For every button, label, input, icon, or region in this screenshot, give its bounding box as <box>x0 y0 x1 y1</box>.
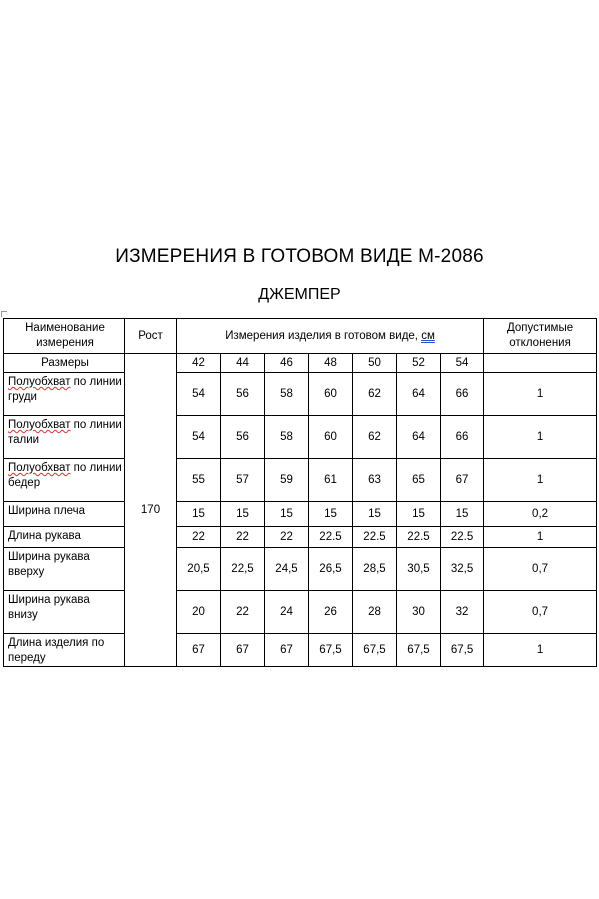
measurement-row <box>4 527 597 548</box>
measurement-value: 60 <box>309 373 353 416</box>
measurement-value: 67 <box>265 634 309 667</box>
measurement-value: 20,5 <box>177 548 221 591</box>
measurement-value: 15 <box>265 502 309 527</box>
tolerance-value: 1 <box>484 527 597 548</box>
measurement-value: 15 <box>177 502 221 527</box>
measurement-name-word: Полуобхват <box>8 462 71 474</box>
measurement-value: 58 <box>265 373 309 416</box>
measurement-value: 64 <box>397 373 441 416</box>
measurement-value: 56 <box>221 373 265 416</box>
measurement-value: 22.5 <box>309 527 353 548</box>
measurement-name-text: по линии груди <box>8 376 122 403</box>
table-body <box>4 319 597 667</box>
measurement-name-text: по линии талии <box>8 419 122 446</box>
measurement-name <box>4 502 125 527</box>
tolerance-value: 0,7 <box>484 591 597 634</box>
measurement-value: 22.5 <box>397 527 441 548</box>
measurement-value: 24,5 <box>265 548 309 591</box>
header-row <box>4 319 597 354</box>
measurement-value: 54 <box>177 373 221 416</box>
measurement-value: 32,5 <box>441 548 484 591</box>
size-cell: 42 <box>177 354 221 373</box>
measurement-value: 55 <box>177 459 221 502</box>
measurement-value: 28 <box>353 591 397 634</box>
measurement-value: 22.5 <box>441 527 484 548</box>
document-title: ИЗМЕРЕНИЯ В ГОТОВОМ ВИДЕ М-2086 <box>115 246 484 267</box>
measurement-value: 22.5 <box>353 527 397 548</box>
header-measures-unit: см <box>421 329 435 342</box>
measurement-value: 66 <box>441 373 484 416</box>
measurement-value: 15 <box>309 502 353 527</box>
measurement-name <box>4 634 125 667</box>
measurement-value: 22 <box>265 527 309 548</box>
measurement-value: 58 <box>265 416 309 459</box>
measurement-value: 54 <box>177 416 221 459</box>
measurement-row <box>4 373 597 416</box>
measurement-value: 32 <box>441 591 484 634</box>
measurement-value: 66 <box>441 416 484 459</box>
measurement-name <box>4 373 125 416</box>
header-tolerance-col: Допустимые отклонения <box>484 319 597 354</box>
measurement-name <box>4 591 125 634</box>
measurement-value: 62 <box>353 373 397 416</box>
measurement-name-text: Длина рукава <box>8 530 81 542</box>
measurement-value: 63 <box>353 459 397 502</box>
measurement-value: 56 <box>221 416 265 459</box>
measurement-value: 62 <box>353 416 397 459</box>
document-subtitle: ДЖЕМПЕР <box>258 286 341 303</box>
tolerance-value: 1 <box>484 416 597 459</box>
measurement-name-text: Ширина плеча <box>8 505 86 517</box>
measurement-name-text: Ширина рукава внизу <box>8 594 90 621</box>
table-anchor-mark <box>1 311 7 317</box>
header-measures-prefix: Измерения изделия в готовом виде, <box>225 329 422 342</box>
size-cell: 50 <box>353 354 397 373</box>
measurement-row <box>4 591 597 634</box>
size-cell: 46 <box>265 354 309 373</box>
measurement-value: 22 <box>221 591 265 634</box>
tolerance-value: 1 <box>484 373 597 416</box>
measurement-value: 22,5 <box>221 548 265 591</box>
measurement-value: 67 <box>441 459 484 502</box>
measurement-value: 67,5 <box>353 634 397 667</box>
size-cell: 52 <box>397 354 441 373</box>
measurement-value: 28,5 <box>353 548 397 591</box>
measurement-value: 15 <box>221 502 265 527</box>
measurement-row <box>4 634 597 667</box>
height-value: 170 <box>125 354 177 667</box>
measurement-value: 30,5 <box>397 548 441 591</box>
measurement-value: 15 <box>353 502 397 527</box>
header-measures-col <box>177 319 484 354</box>
measurement-value: 67,5 <box>397 634 441 667</box>
tolerance-value: 0,7 <box>484 548 597 591</box>
measurement-name-text: по линии бедер <box>8 462 122 489</box>
measurements-table <box>3 318 597 667</box>
measurement-name-text: Длина изделия по переду <box>8 637 105 664</box>
measurement-value: 60 <box>309 416 353 459</box>
measurement-name <box>4 548 125 591</box>
measurement-value: 67,5 <box>309 634 353 667</box>
sizes-row <box>4 354 597 373</box>
measurement-value: 67,5 <box>441 634 484 667</box>
tolerance-value: 1 <box>484 459 597 502</box>
measurement-name <box>4 416 125 459</box>
measurement-value: 15 <box>441 502 484 527</box>
measurement-value: 22 <box>177 527 221 548</box>
measurement-row <box>4 459 597 502</box>
measurement-row <box>4 416 597 459</box>
measurement-name-word: Полуобхват <box>8 419 71 431</box>
tolerance-value: 1 <box>484 634 597 667</box>
measurement-value: 20 <box>177 591 221 634</box>
measurement-value: 26,5 <box>309 548 353 591</box>
header-name-col: Наименование измерения <box>4 319 125 354</box>
measurement-value: 22 <box>221 527 265 548</box>
measurement-value: 15 <box>397 502 441 527</box>
measurement-name-text: Ширина рукава вверху <box>8 551 90 578</box>
measurement-value: 26 <box>309 591 353 634</box>
size-cell: 54 <box>441 354 484 373</box>
measurement-value: 67 <box>177 634 221 667</box>
measurement-value: 57 <box>221 459 265 502</box>
sizes-tolerance-empty <box>484 354 597 373</box>
sizes-label: Размеры <box>4 354 125 373</box>
measurement-value: 64 <box>397 416 441 459</box>
measurement-value: 24 <box>265 591 309 634</box>
size-cell: 48 <box>309 354 353 373</box>
measurement-value: 30 <box>397 591 441 634</box>
size-cell: 44 <box>221 354 265 373</box>
measurement-name-word: Полуобхват <box>8 376 71 388</box>
measurement-row <box>4 502 597 527</box>
measurement-value: 65 <box>397 459 441 502</box>
measurement-value: 59 <box>265 459 309 502</box>
header-height-col: Рост <box>125 319 177 354</box>
measurement-name <box>4 459 125 502</box>
measurement-name <box>4 527 125 548</box>
measurement-value: 61 <box>309 459 353 502</box>
measurement-row <box>4 548 597 591</box>
measurement-value: 67 <box>221 634 265 667</box>
tolerance-value: 0,2 <box>484 502 597 527</box>
